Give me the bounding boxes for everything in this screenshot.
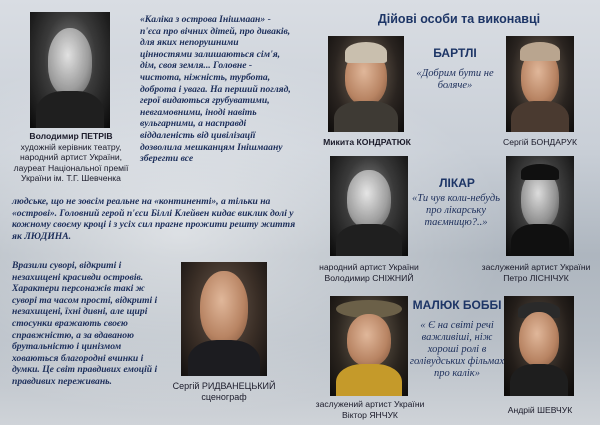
actor-caption-lisnichuk: [474, 262, 598, 283]
quote-text: Вразили суворі, відкриті і незахищені красивди островів. Характери персонажів такі ж суворі та часом прості, відкриті і незахищені, їхні дивні, але щирі стосунки вражають своєю справжністю, а за вдаваною брутальністю і цинізмом ховаються благородні вчинки і думки. Це світ правдивих емоцій і правдивих переживань.: [12, 260, 158, 387]
role-quote-maliuk-bobbi: « Є на світі речі важливіші, ніж хороші ролі в голівудських фільмах про калік»: [409, 320, 505, 379]
actor-name-snizhnyi: Володимир СНІЖНИЙ: [324, 272, 414, 283]
intro-text-block-2: людське, що не зовсім реальне на «континенті», а тільки на «острові». Головний герой п'єси Біллі Клейвен кидає виклик долі у кожному своєму кроці і з усіх сил прагне прожити решту життя як ЛЮДИНА.: [12, 196, 296, 242]
actor-photo-snizhnyi: [330, 156, 408, 256]
actor-prefix-lisnichuk: заслужений артист України: [481, 262, 591, 272]
designer-role: сценограф: [201, 392, 247, 402]
actor-prefix-snizhnyi: народний артист України: [319, 262, 419, 272]
intro-text-block-1: «Каліка з острова Інішмаан» - п'єса про вічних дітей, про диваків, для яких непорушними цінностями залишаються сім'я, дім, своя земля... Головне - чистота, ніжність, турбота, доброта і увага. На перший погляд, герої видаються грубуватими, невгамовними, іноді навіть вульгарними, а насправді віддаленість від цивілізації дозволила мешканцям Інішмаану зберегти все: [140, 14, 291, 165]
actor-caption-ianchuk: [308, 399, 432, 420]
actor-photo-lisnichuk: [506, 156, 574, 256]
director-line-4: України ім. Т.Г. Шевченка: [21, 173, 121, 183]
actor-photo-kondratiuk: [328, 36, 404, 132]
designer-name: Сергій РИДВАНЕЦЬКИЙ: [172, 381, 276, 391]
actor-name-shevchuk: Андрій ШЕВЧУК: [507, 405, 573, 415]
cast-header: Дійові особи та виконавці: [377, 12, 541, 26]
designer-caption: [170, 381, 278, 403]
director-line-3: лауреат Національної премії: [13, 162, 129, 173]
actor-name-ianchuk: Віктор ЯНЧУК: [342, 409, 398, 420]
actor-name-kondratiuk: Микита КОНДРАТЮК: [323, 137, 411, 147]
director-line-2: народний артист України,: [19, 152, 123, 162]
role-title-likar: ЛІКАР: [439, 176, 475, 190]
actor-caption-kondratiuk: [318, 137, 416, 148]
role-quote-bartli: «Добрим бути не боляче»: [416, 68, 494, 91]
role-title-maliuk-bobbi: МАЛЮК БОББІ: [412, 298, 502, 312]
actor-name-bondaruk: Сергій БОНДАРУК: [503, 137, 577, 147]
actor-photo-ianchuk: [330, 296, 408, 396]
actor-name-lisnichuk: Петро ЛІСНІЧУК: [503, 272, 569, 283]
actor-caption-snizhnyi: [312, 262, 426, 283]
actor-prefix-ianchuk: заслужений артист України: [315, 399, 425, 409]
director-photo: [30, 12, 110, 128]
role-quote-likar: «Ти чув коли-небудь про лікарську таємницю?..»: [412, 193, 500, 228]
actor-caption-shevchuk: [494, 405, 586, 416]
actor-photo-shevchuk: [504, 296, 574, 396]
director-name: Володимир ПЕТРІВ: [29, 131, 113, 141]
actor-caption-bondaruk: [490, 137, 590, 148]
director-caption: [12, 131, 130, 184]
role-title-bartli: БАРТЛІ: [433, 46, 477, 60]
designer-photo: [181, 262, 267, 376]
actor-photo-bondaruk: [506, 36, 574, 132]
director-line-1: художній керівник театру,: [20, 141, 122, 152]
